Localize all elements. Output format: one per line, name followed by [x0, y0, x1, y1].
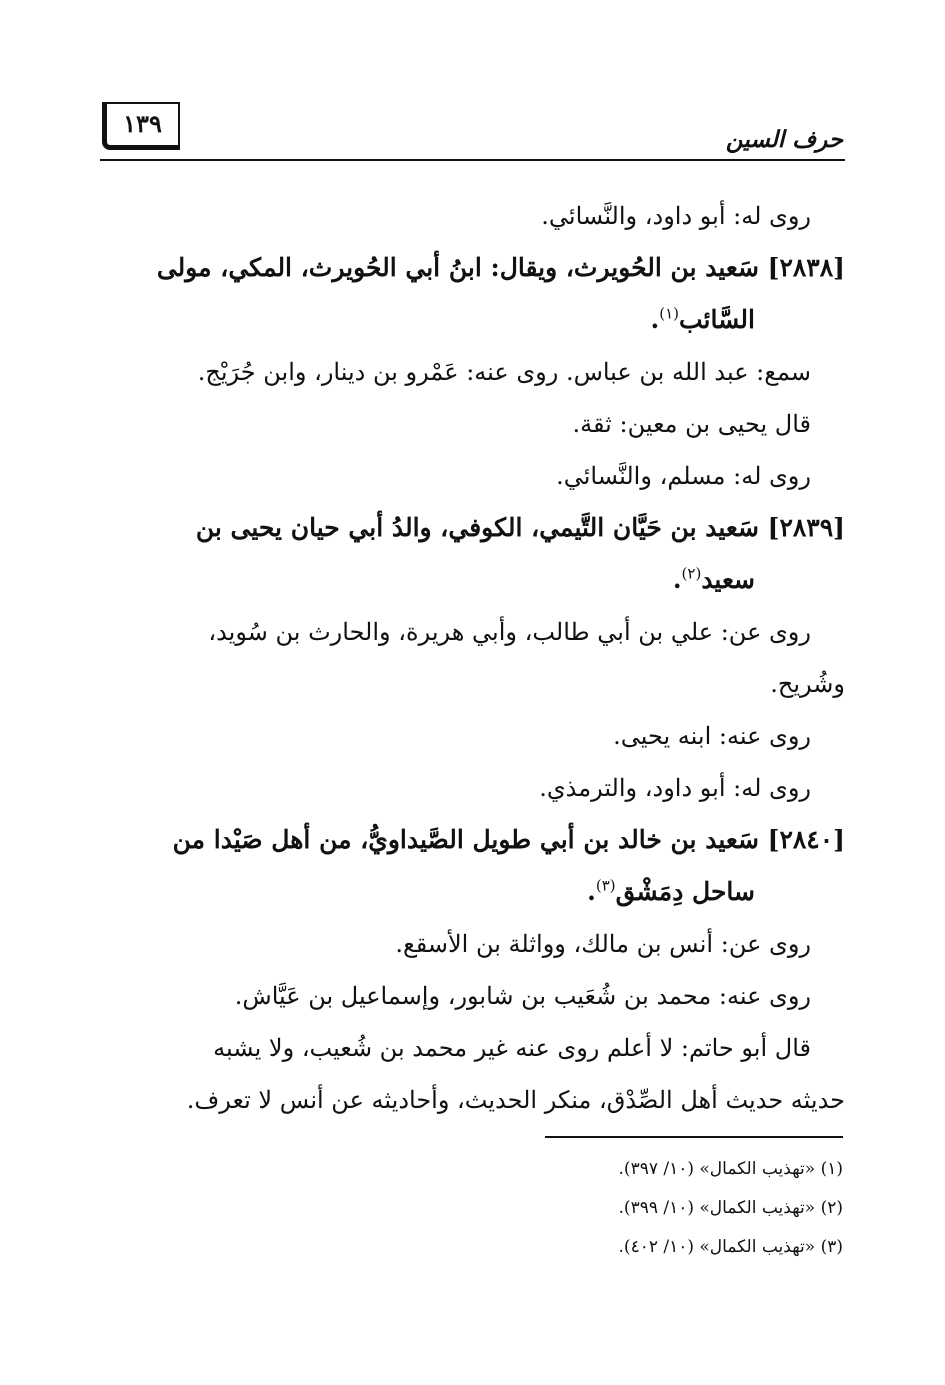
chapter-title: حرف السين: [725, 126, 843, 153]
header-rule: [100, 159, 845, 161]
entry-heading-2838: [٢٨٣٨] سَعيد بن الحُويرث، ويقال: ابنُ أبي الحُويرث، المكي، مولى: [156, 253, 845, 282]
text-line: روى له: مسلم، والنَّسائي.: [556, 462, 811, 490]
text-line: روى له: أبو داود، والنَّسائي.: [541, 202, 811, 230]
entry-heading-2839-cont: [100, 554, 845, 606]
text-line: حديثه حديث أهل الصِّدْق، منكر الحديث، وأحاديثه عن أنس لا تعرف.: [186, 1086, 845, 1114]
page-number: ١٣٩: [102, 102, 180, 150]
page-header: [100, 100, 845, 162]
footnotes: [400, 1150, 843, 1267]
text-line: روى عن: أنس بن مالك، وواثلة بن الأسقع.: [395, 930, 811, 958]
period: .: [672, 565, 682, 594]
footnote-rule: [545, 1136, 843, 1138]
text-line: روى له: أبو داود، والترمذي.: [539, 774, 811, 802]
footnote-3: (٣) «تهذيب الكمال» (١٠/ ٤٠٢).: [618, 1237, 843, 1257]
heading-text: ساحل دِمَشْق: [615, 877, 755, 906]
text-line: قال أبو حاتم: لا أعلم روى عنه غير محمد بن شُعيب، ولا يشبه: [213, 1034, 811, 1062]
text-line: قال يحيى بن معين: ثقة.: [572, 410, 811, 438]
entry-heading-2838-cont: [100, 294, 845, 346]
period: .: [650, 305, 660, 334]
heading-text: سعيد: [701, 565, 755, 594]
entry-heading-2840: [٢٨٤٠] سَعيد بن خالد بن أبي طويل الصَّيداويُّ، من أهل صَيْدا من: [172, 825, 845, 854]
text-line: روى عنه: ابنه يحيى.: [613, 722, 811, 750]
body-text: [100, 190, 845, 1126]
text-line: روى عن: علي بن أبي طالب، وأبي هريرة، والحارث بن سُويد،: [208, 618, 811, 646]
entry-heading-2839: [٢٨٣٩] سَعيد بن حَيَّان التَّيمي، الكوفي، والدُ أبي حيان يحيى بن: [195, 513, 845, 542]
heading-text: السَّائب: [679, 305, 755, 334]
text-line: وشُريح.: [770, 670, 845, 698]
footnote-1: (١) «تهذيب الكمال» (١٠/ ٣٩٧).: [618, 1159, 843, 1179]
text-line: سمع: عبد الله بن عباس. روى عنه: عَمْرو بن دينار، وابن جُرَيْج.: [197, 358, 811, 386]
text-line: روى عنه: محمد بن شُعَيب بن شابور، وإسماعيل بن عَيَّاش.: [234, 982, 811, 1010]
footnote-mark-3: (٣): [595, 876, 616, 895]
footnote-2: (٢) «تهذيب الكمال» (١٠/ ٣٩٩).: [618, 1198, 843, 1218]
footnote-mark-1: (١): [659, 304, 679, 323]
footnote-mark-2: (٢): [681, 564, 702, 583]
entry-heading-2840-cont: [100, 866, 845, 918]
period: .: [587, 877, 596, 906]
